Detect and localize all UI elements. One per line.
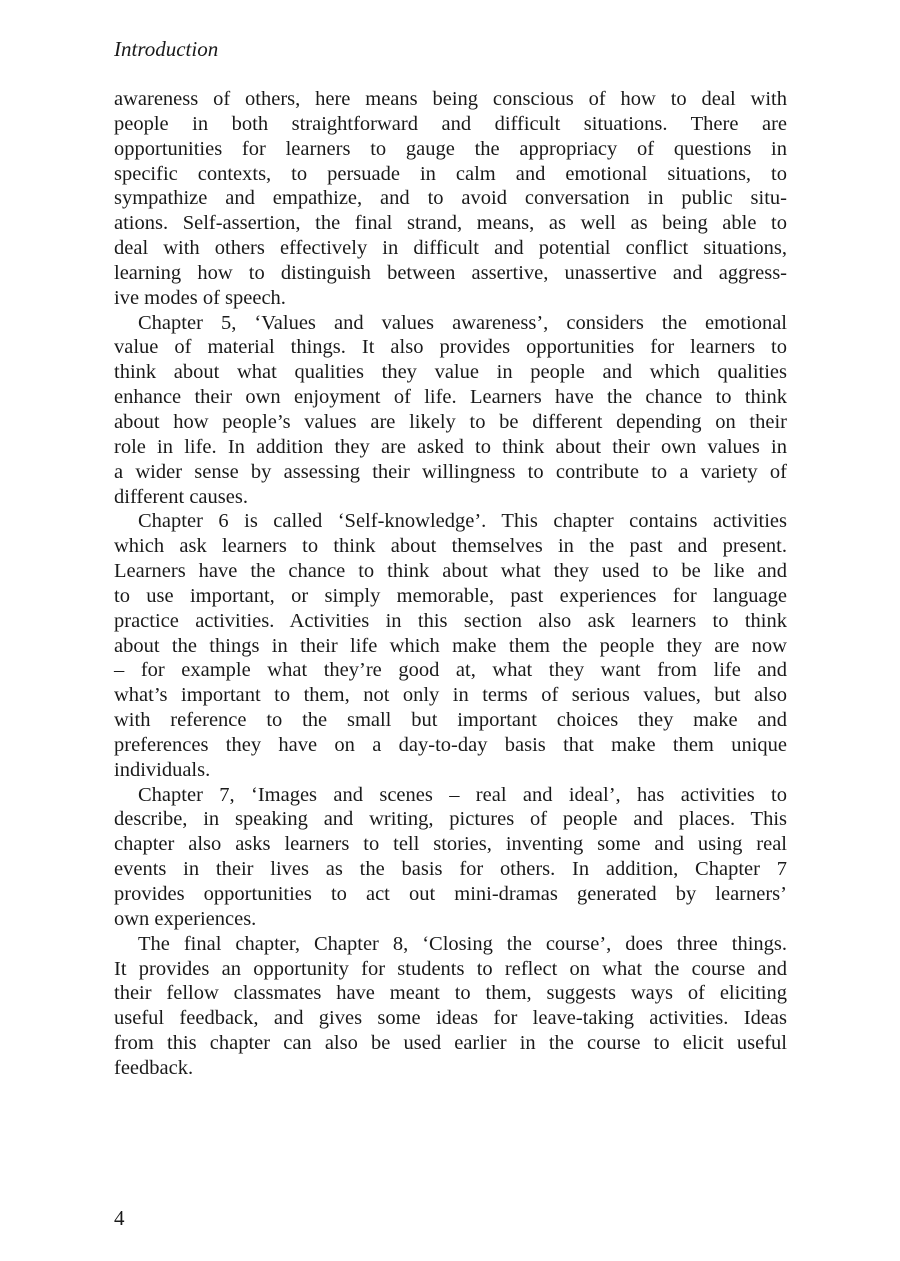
text-line: different causes. <box>114 485 248 508</box>
text-line: about how people’s values are likely to be different depending on their <box>114 410 787 433</box>
text-line: role in life. In addition they are asked to think about their own values in <box>114 435 787 458</box>
paragraph <box>114 311 787 510</box>
text-line: The final chapter, Chapter 8, ‘Closing the course’, does three things. <box>138 932 787 955</box>
text-line: sympathize and empathize, and to avoid conversation in public situ- <box>114 187 787 210</box>
text-line: value of material things. It also provides opportunities for learners to <box>114 336 787 359</box>
text-line: awareness of others, here means being conscious of how to deal with <box>114 88 787 110</box>
text-line: a wider sense by assessing their willingness to contribute to a variety of <box>114 460 787 483</box>
text-line: which ask learners to think about themselves in the past and present. <box>114 535 787 558</box>
text-line: their fellow classmates have meant to them, suggests ways of eliciting <box>114 982 787 1005</box>
text-line: chapter also asks learners to tell stories, inventing some and using real <box>114 833 787 856</box>
text-line: enhance their own enjoyment of life. Learners have the chance to think <box>114 386 787 409</box>
text-line: deal with others effectively in difficult and potential conflict situations, <box>114 237 787 260</box>
text-line: Chapter 7, ‘Images and scenes – real and ideal’, has activities to <box>138 783 787 806</box>
text-line: to use important, or simply memorable, past experiences for language <box>114 584 787 607</box>
text-line: preferences they have on a day-to-day basis that make them unique <box>114 733 787 756</box>
body-text <box>114 87 787 1081</box>
text-line: ations. Self-assertion, the final strand, means, as well as being able to <box>114 212 787 235</box>
text-line: practice activities. Activities in this section also ask learners to think <box>114 609 787 632</box>
text-line: provides opportunities to act out mini-dramas generated by learners’ <box>114 883 787 905</box>
paragraph <box>114 783 787 932</box>
text-line: describe, in speaking and writing, pictures of people and places. This <box>114 808 787 831</box>
text-line: from this chapter can also be used earlier in the course to elicit useful <box>114 1032 787 1055</box>
text-line: ive modes of speech. <box>114 286 286 309</box>
paragraph <box>114 87 787 311</box>
text-line: specific contexts, to persuade in calm and emotional situations, to <box>114 162 787 185</box>
text-line: with reference to the small but important choices they make and <box>114 709 787 732</box>
text-line: events in their lives as the basis for others. In addition, Chapter 7 <box>114 858 787 881</box>
text-line: opportunities for learners to gauge the appropriacy of questions in <box>114 137 787 160</box>
text-line: Chapter 6 is called ‘Self-knowledge’. This chapter contains activities <box>138 510 787 533</box>
text-line: individuals. <box>114 758 211 781</box>
text-line: feedback. <box>114 1056 194 1079</box>
text-line: own experiences. <box>114 907 257 930</box>
paragraph <box>114 932 787 1081</box>
page-number: 4 <box>114 1206 125 1230</box>
text-line: what’s important to them, not only in terms of serious values, but also <box>114 684 787 707</box>
text-line: Chapter 5, ‘Values and values awareness’, considers the emotional <box>138 311 787 334</box>
text-line: Learners have the chance to think about what they used to be like and <box>114 560 787 583</box>
running-head: Introduction <box>114 37 219 61</box>
paragraph <box>114 509 787 782</box>
text-line: – for example what they’re good at, what they want from life and <box>114 659 787 682</box>
text-line: about the things in their life which make them the people they are now <box>114 634 787 657</box>
text-line: useful feedback, and gives some ideas for leave-taking activities. Ideas <box>114 1007 787 1030</box>
text-line: people in both straightforward and difficult situations. There are <box>114 112 787 135</box>
text-line: It provides an opportunity for students to reflect on what the course and <box>114 957 787 980</box>
text-line: think about what qualities they value in people and which qualities <box>114 361 787 384</box>
text-line: learning how to distinguish between assertive, unassertive and aggress- <box>114 261 787 284</box>
